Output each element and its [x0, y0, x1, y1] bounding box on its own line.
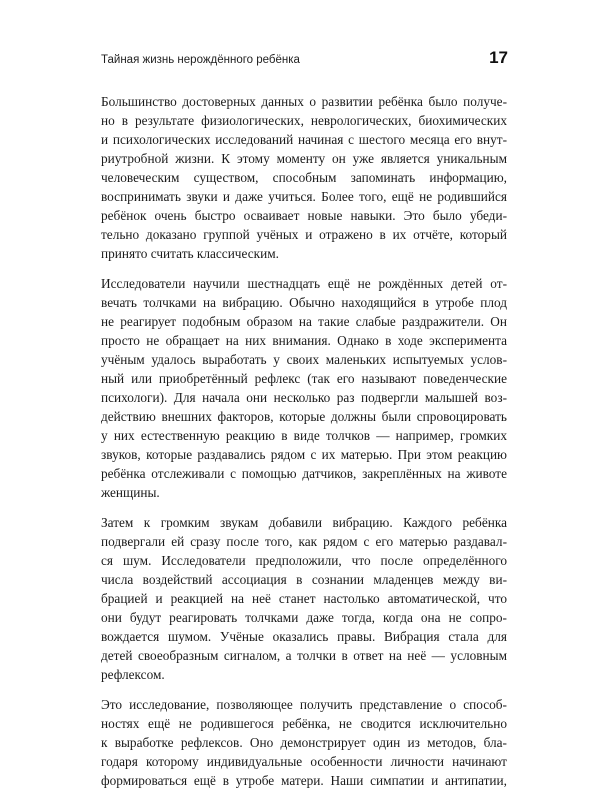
text-line: тельно доказано группой учёных и отражено в их отчёте, который — [101, 227, 507, 242]
text-line: числа воздействий ассоциация в сознании младенцев между ви- — [101, 572, 507, 587]
text-line: психологи). Для начала они несколько раз подвергли малышей воз- — [101, 390, 507, 405]
text-line: и психологических исследований начиная с шестого месяца его внут- — [101, 132, 507, 147]
text-line: формироваться ещё в утробе матери. Наши симпатии и антипатии, — [101, 773, 507, 788]
paragraph — [101, 274, 507, 502]
text-line: у них естественную реакцию в виде толчков — например, громких — [101, 428, 507, 443]
text-line: вечать толчками на вибрацию. Обычно находящийся в утробе плод — [101, 295, 507, 310]
paragraph — [101, 92, 507, 263]
text-line: ребёнка отслеживали с помощью датчиков, закреплённых на животе — [101, 466, 507, 481]
text-line: воспринимать звуки и даже учиться. Более того, ещё не родившийся — [101, 189, 507, 204]
text-line: рефлексом. — [101, 667, 165, 682]
text-line: вождается шумом. Учёные оказались правы. Вибрация стала для — [101, 629, 507, 644]
body-text — [101, 92, 507, 801]
text-line: но в результате физиологических, неврологических, биохимических — [101, 113, 507, 128]
text-line: Большинство достоверных данных о развитии ребёнка было получе- — [101, 94, 507, 109]
text-line: они будут реагировать толчками даже тогда, когда она не сопро- — [101, 610, 507, 625]
text-line: детей своеобразным сигналом, а толчки в ответ на неё — условным — [101, 648, 507, 663]
text-line: к выработке рефлексов. Оно демонстрирует один из методов, бла- — [101, 735, 507, 750]
text-line: действию внешних факторов, которые должны были спровоцировать — [101, 409, 507, 424]
text-line: ный или приобретённый рефлекс (так его называют поведенческие — [101, 371, 507, 386]
text-line: ностях ещё не родившегося ребёнка, не сводится исключительно — [101, 716, 507, 731]
book-title: Тайная жизнь нерождённого ребёнка — [101, 54, 300, 66]
text-line: Это исследование, позволяющее получить представление о способ- — [101, 697, 507, 712]
text-line: учёным удалось выработать у своих маленьких испытуемых услов- — [101, 352, 507, 367]
text-line: ребёнок очень быстро осваивает новые навыки. Это было убеди- — [101, 208, 507, 223]
text-line: Затем к громким звукам добавили вибрацию. Каждого ребёнка — [101, 515, 507, 530]
text-line: подвергали ей сразу после того, как рядом с его матерью раздавал- — [101, 534, 507, 549]
text-line: просто не обращает на них внимания. Однако в ходе эксперимента — [101, 333, 507, 348]
text-line: ся шум. Исследователи предположили, что после определённого — [101, 553, 507, 568]
running-head — [101, 48, 508, 68]
paragraph — [101, 513, 507, 684]
text-line: принято считать классическим. — [101, 246, 279, 261]
text-line: Исследователи научили шестнадцать ещё не рождённых детей от- — [101, 276, 507, 291]
text-line: звуков, которые раздавались рядом с их матерью. При этом реакцию — [101, 447, 507, 462]
page-number: 17 — [489, 48, 508, 67]
paragraph — [101, 695, 507, 790]
text-line: человеческим существом, способным запоминать информацию, — [101, 170, 507, 185]
text-line: риутробной жизни. К этому моменту он уже является уникальным — [101, 151, 507, 166]
text-line: брацией и реакцией на неё станет настолько автоматической, что — [101, 591, 507, 606]
text-line: женщины. — [101, 485, 160, 500]
text-line: не реагирует подобным образом на такие слабые раздражители. Он — [101, 314, 507, 329]
text-line: годаря которому индивидуальные особенности личности начинают — [101, 754, 507, 769]
